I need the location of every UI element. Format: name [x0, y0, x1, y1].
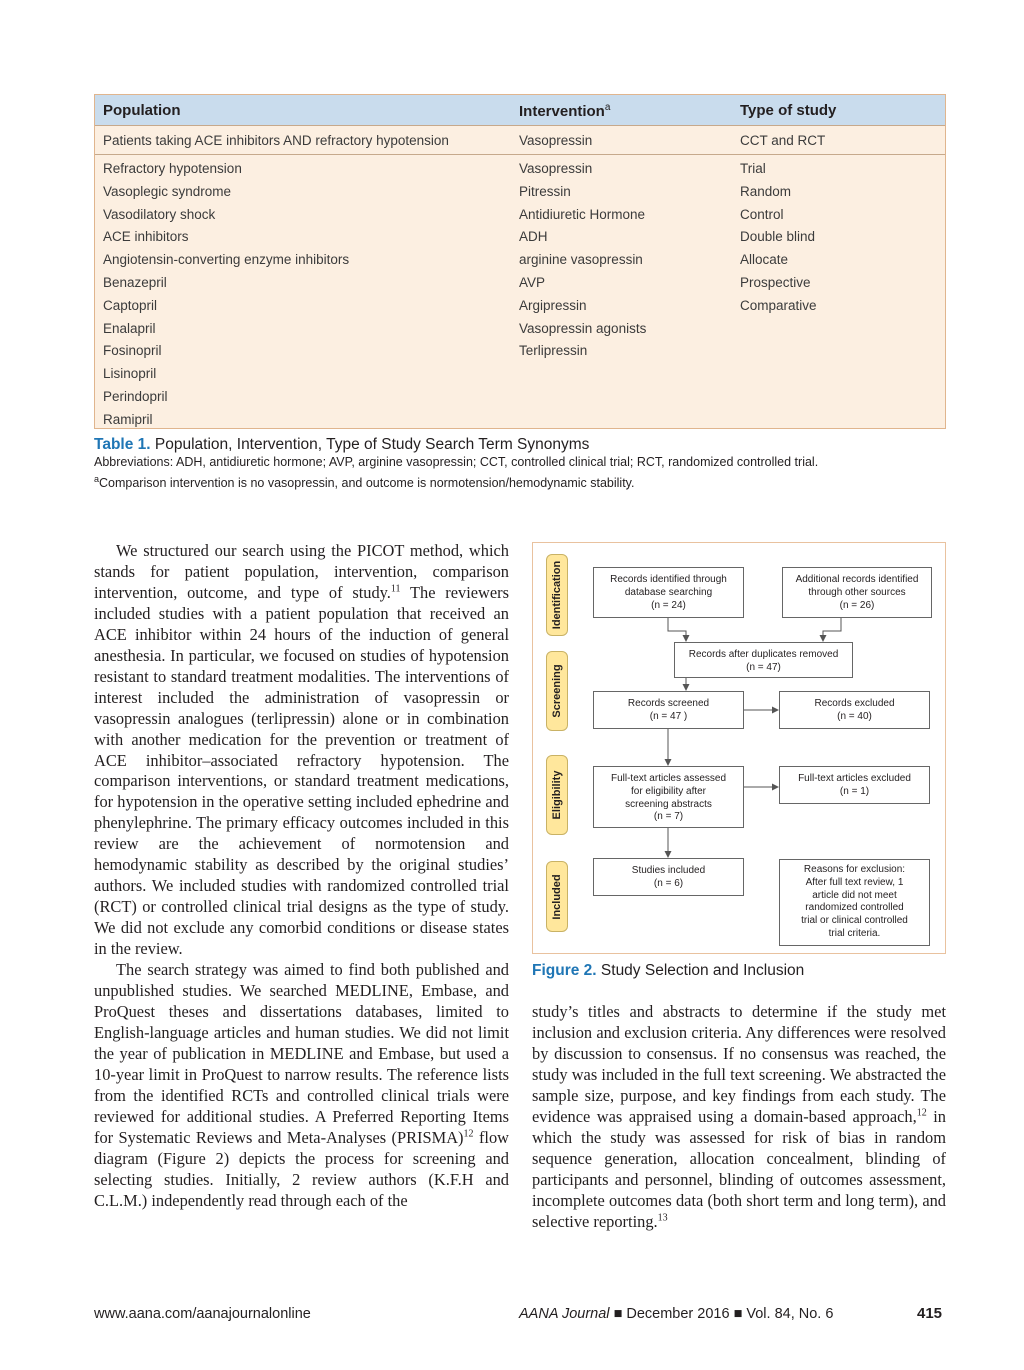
box-other-sources: Additional records identified through other sources (n = 26) [782, 567, 932, 618]
header-population: Population [103, 102, 181, 119]
box-duplicates-removed: Records after duplicates removed (n = 47) [674, 642, 853, 678]
population-term: Vasodilatory shock [103, 206, 216, 222]
paragraph-picot: We structured our search using the PICOT method, which stands for patient population, intervention, comparison intervention, outcome, and type of study.$^{11}$ The reviewers included studies with a patient population that received an ACE inhibitor within 24 hours of the induction of general anesthesia. In particular, we focused on studies of hypotension resistant to standard treatment modalities. The interventions of interest included the administration of vasopressin or vasopressin analogues (terlipressin) alone or in combination with another medication for the prevention or treatment of ACE inhibitor–associated refractory hypotension. The comparison interventions, or standard treatment medications, for hypotension in the operative setting included ephedrine and phenylephrine. The primary efficacy outcomes included in this review are the achievement of normotension and hemodynamic stability as described by the original studies’ authors. We included studies with randomized controlled trial (RCT) or controlled clinical trial designs as the type of study. We did not exclude any comorbid conditions or disease states in the review. [94, 541, 509, 959]
figure-caption: Figure 2. Study Selection and Inclusion [532, 962, 805, 979]
population-term: Captopril [103, 297, 158, 313]
study-type-term: Trial [740, 161, 766, 176]
header-intervention: Intervention$^a$ [519, 102, 611, 120]
intervention-term: Antidiuretic Hormone [519, 206, 646, 222]
study-type-term: Prospective [740, 275, 811, 290]
box-database-search: Records identified through database searching (n = 24) [593, 567, 744, 618]
intervention-term: AVP [519, 275, 546, 290]
table-summary-row [95, 126, 945, 155]
population-term: Refractory hypotension [103, 161, 242, 176]
table-abbreviations: Abbreviations: ADH, antidiuretic hormone; AVP, arginine vasopressin; CCT, controlled clinical trial; RCT, randomized controlled trial. [94, 455, 819, 469]
population-term: Ramipril [103, 411, 153, 427]
population-term: Enalapril [103, 320, 156, 336]
study-type-term: Random [740, 183, 792, 199]
summary-population: Patients taking ACE inhibitors AND refractory hypotension [103, 133, 449, 148]
box-studies-included: Studies included (n = 6) [593, 858, 744, 896]
population-term: ACE inhibitors [103, 229, 189, 245]
table-footnote: $^a$Comparison intervention is no vasopressin, and outcome is normotension/hemodynamic stability. [94, 474, 635, 491]
header-study-type: Type of study [740, 102, 837, 119]
table-caption-title: Table 1. Population, Intervention, Type of Study Search Term Synonyms [94, 436, 590, 453]
stage-screening: Screening [546, 651, 568, 731]
intervention-term: Vasopressin [519, 161, 593, 176]
intervention-term: arginine vasopressin [519, 252, 643, 268]
study-type-term: Control [740, 206, 784, 222]
study-type-term: Double blind [740, 229, 816, 245]
population-term: Lisinopril [103, 366, 157, 382]
right-column-text [532, 1002, 946, 1232]
intervention-term: ADH [519, 229, 548, 245]
journal-citation: AANA Journal ■ December 2016 ■ Vol. 84, No. 6 [519, 1306, 834, 1322]
intervention-term: Argipressin [519, 297, 587, 313]
intervention-term: Terlipressin [519, 343, 588, 359]
population-term: Perindopril [103, 389, 168, 404]
box-fulltext-assessed: Full-text articles assessed for eligibility after screening abstracts (n = 7) [593, 766, 744, 828]
box-records-excluded: Records excluded (n = 40) [779, 691, 930, 729]
stage-identification: Identification [546, 554, 568, 636]
box-records-screened: Records screened (n = 47 ) [593, 691, 744, 729]
population-term: Angiotensin-converting enzyme inhibitors [103, 252, 350, 268]
population-term: Vasoplegic syndrome [103, 183, 232, 199]
paragraph-search-strategy: The search strategy was aimed to find both published and unpublished studies. We searched MEDLINE, Embase, and ProQuest theses and dissertations databases, limited to English-language articles and human studies. We did not limit the year of publication in MEDLINE and Embase, but used a 10-year limit in ProQuest to narrow results. The reference lists from the identified RCTs and controlled clinical trials were reviewed for additional studies. A Preferred Reporting Items for Systematic Reviews and Meta-Analyses (PRISMA)$^{12}$ flow diagram (Figure 2) depicts the process for screening and selecting studies. Initially, 2 review authors (K.F.H and C.L.M.) independently read through each of the [94, 960, 509, 1210]
population-term: Fosinopril [103, 343, 162, 359]
study-type-term: Comparative [740, 297, 817, 313]
table-caption [94, 436, 954, 492]
flow-arrow [668, 618, 686, 641]
stage-included: Included [546, 861, 568, 932]
box-fulltext-excluded: Full-text articles excluded (n = 1) [779, 766, 930, 804]
table-header-row [95, 95, 945, 126]
flow-arrow [823, 618, 841, 641]
box-exclusion-reasons: Reasons for exclusion: After full text review, 1 article did not meet randomized controlled trial or clinical controlled trial criteria. [779, 859, 930, 946]
search-terms-table [94, 94, 946, 429]
summary-study-type: CCT and RCT [740, 133, 826, 148]
summary-intervention: Vasopressin [519, 133, 593, 148]
prisma-flow-diagram [532, 542, 946, 954]
paragraph-screening: study’s titles and abstracts to determine if the study met inclusion and exclusion criteria. Any differences were resolved by discussion to consensus. If no consensus was reached, the study was included in the full text screening. We abstracted the sample size, purpose, and key findings from each study. The evidence was appraised using a domain-based approach,$^{12}$ in which the study was assessed for risk of bias in random sequence generation, allocation concealment, blinding of participants and personnel, blinding of outcomes assessment, incomplete outcomes data (both short term and long term), and selective reporting.$^{13}$ [532, 1002, 946, 1231]
intervention-term: Vasopressin agonists [519, 320, 647, 336]
intervention-term: Pitressin [519, 183, 571, 199]
study-type-term: Allocate [740, 252, 789, 268]
journal-url: www.aana.com/aanajournalonline [94, 1306, 311, 1322]
stage-eligibility: Eligibility [546, 755, 568, 835]
page-number: 415 [917, 1305, 943, 1322]
population-term: Benazepril [103, 275, 167, 290]
left-column-text [94, 541, 509, 1212]
